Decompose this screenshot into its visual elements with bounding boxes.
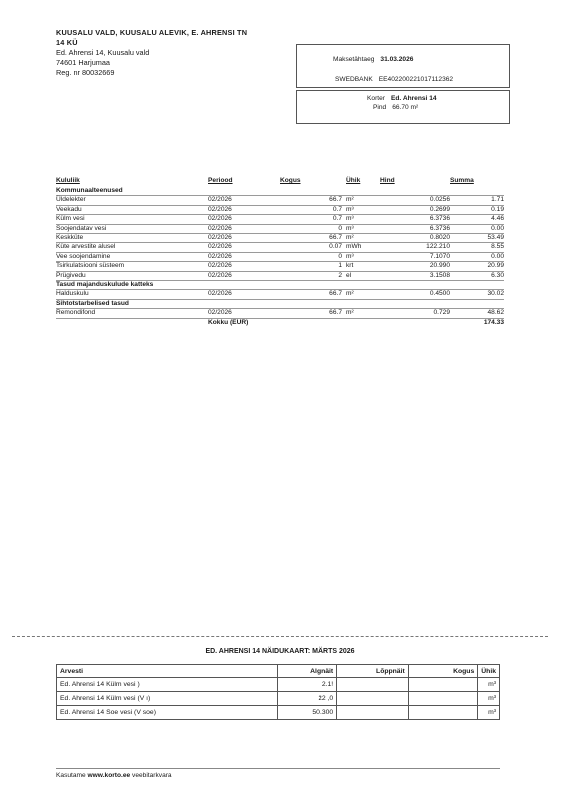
cost-period: 02/2026 (208, 252, 280, 261)
cost-unit: m² (342, 196, 380, 205)
meter-header-end: Lõppnäit (337, 665, 409, 678)
cost-sum: 48.62 (450, 309, 504, 318)
cost-price: 6.3736 (380, 224, 450, 233)
issuer-name-line1: KUUSALU VALD, KUUSALU ALEVIK, E. AHRENSI TN (56, 28, 248, 37)
total-spacer2 (380, 318, 450, 327)
meter-name: Ed. Ahrensi 14 Külm vesi ) (57, 678, 278, 692)
apartment-box (296, 90, 510, 124)
meter-body (57, 665, 500, 720)
header-price: Hind (380, 177, 395, 184)
header-name: Kululiik (56, 177, 80, 184)
due-date-row (333, 56, 413, 63)
meter-unit: m³ (478, 692, 500, 706)
cost-period: 02/2026 (208, 205, 280, 214)
cost-period: 02/2026 (208, 262, 280, 271)
total-value: 174.33 (483, 318, 504, 326)
cost-name: Veekadu (56, 205, 208, 214)
cost-row (56, 234, 504, 243)
footer-rule (56, 768, 500, 769)
cost-qty: 0.7 (280, 215, 342, 224)
cost-price: 7.1070 (380, 252, 450, 261)
cost-name: Tsirkulatsiooni süsteem (56, 262, 208, 271)
meter-start-reading: 2.1! (277, 678, 337, 692)
cost-name: Halduskulu (56, 290, 208, 299)
bank-row (335, 76, 453, 83)
cost-unit: m³ (342, 215, 380, 224)
cost-qty: 0 (280, 252, 342, 261)
cost-qty: 0.07 (280, 243, 342, 252)
cost-name: Vee soojendamine (56, 252, 208, 261)
issuer-address2: 74601 Harjumaa (56, 58, 110, 67)
cost-qty: 1 (280, 262, 342, 271)
footer-prefix: Kasutame (56, 772, 86, 779)
cost-sum: 0.19 (450, 205, 504, 214)
cost-row (56, 290, 504, 299)
cost-price: 20.990 (380, 262, 450, 271)
area-label: Pind (373, 104, 387, 111)
meter-header-row (57, 665, 500, 678)
cost-price: 0.729 (380, 309, 450, 318)
cost-row (56, 271, 504, 280)
cost-unit: m² (342, 290, 380, 299)
area-row (373, 104, 418, 111)
cost-price: 0.8020 (380, 234, 450, 243)
cost-name: Üldelekter (56, 196, 208, 205)
cost-name: Külm vesi (56, 215, 208, 224)
costs-header-row (56, 176, 504, 187)
cost-name: Küte arvestite alusel (56, 243, 208, 252)
cost-unit: el (342, 271, 380, 280)
cost-row (56, 196, 504, 205)
cost-unit: mWh (342, 243, 380, 252)
footer (56, 772, 172, 779)
meter-table (56, 664, 500, 720)
section-row (56, 281, 504, 290)
cost-price: 0.0256 (380, 196, 450, 205)
cost-qty: 66.7 (280, 234, 342, 243)
meter-qty-field[interactable] (408, 706, 477, 720)
meter-qty-field[interactable] (408, 678, 477, 692)
cost-qty: 66.7 (280, 196, 342, 205)
section-row (56, 187, 504, 196)
meter-qty-field[interactable] (408, 692, 477, 706)
meter-start-reading: ž2 ,0 (277, 692, 337, 706)
cost-price: 3.1508 (380, 271, 450, 280)
meter-row (57, 692, 500, 706)
bank-label: SWEDBANK (335, 76, 373, 83)
cost-sum: 8.55 (450, 243, 504, 252)
footer-brand-link[interactable]: www.korto.ee (87, 772, 131, 779)
issuer-reg-number: Reg. nr 80032669 (56, 68, 115, 77)
apartment-value: Ed. Ahrensi 14 (390, 95, 437, 102)
cut-line (12, 636, 548, 637)
meter-unit: m³ (478, 706, 500, 720)
apartment-row (367, 95, 437, 102)
cost-period: 02/2026 (208, 271, 280, 280)
cost-period: 02/2026 (208, 224, 280, 233)
meter-name: Ed. Ahrensi 14 Soe vesi (V soe) (57, 706, 278, 720)
cost-unit: krt (342, 262, 380, 271)
cost-name: Keskküte (56, 234, 208, 243)
header-period: Periood (208, 177, 233, 184)
meter-row (57, 678, 500, 692)
cost-price: 122.210 (380, 243, 450, 252)
cost-row (56, 224, 504, 233)
cost-unit: m³ (342, 205, 380, 214)
cost-sum: 53.49 (450, 234, 504, 243)
cost-qty: 66.7 (280, 290, 342, 299)
cost-sum: 30.02 (450, 290, 504, 299)
cost-price: 6.3736 (380, 215, 450, 224)
cost-unit: m² (342, 309, 380, 318)
cost-row (56, 252, 504, 261)
area-value: 66.70 m² (392, 104, 419, 111)
cost-sum: 1.71 (450, 196, 504, 205)
meter-start-reading: 50.300 (277, 706, 337, 720)
cost-row (56, 215, 504, 224)
meter-header-start: Algnäit (277, 665, 337, 678)
cost-sum: 0.00 (450, 224, 504, 233)
cost-qty: 66.7 (280, 309, 342, 318)
cost-qty: 2 (280, 271, 342, 280)
issuer-name-line2: 14 KÜ (56, 38, 78, 47)
cost-sum: 20.99 (450, 262, 504, 271)
cost-sum: 6.30 (450, 271, 504, 280)
cost-period: 02/2026 (208, 234, 280, 243)
meter-end-reading-field[interactable] (337, 706, 409, 720)
cost-name: Prügivedu (56, 271, 208, 280)
total-spacer (56, 318, 208, 327)
cost-price: 0.2699 (380, 205, 450, 214)
cost-row (56, 243, 504, 252)
issuer-address1: Ed. Ahrensi 14, Kuusalu vald (56, 48, 150, 57)
costs-table (56, 176, 504, 327)
cost-row (56, 205, 504, 214)
due-date-value: 31.03.2026 (380, 56, 414, 63)
meter-header-unit: Ühik (478, 665, 500, 678)
cost-period: 02/2026 (208, 290, 280, 299)
meter-name: Ed. Ahrensi 14 Külm vesi (V ı) (57, 692, 278, 706)
cost-name: Remondifond (56, 309, 208, 318)
meter-header-name: Arvesti (57, 665, 278, 678)
meter-row (57, 706, 500, 720)
cost-row (56, 262, 504, 271)
section-title: Tasud majanduskulude katteks (56, 281, 504, 290)
header-unit: Ühik (346, 177, 361, 184)
cost-period: 02/2026 (208, 243, 280, 252)
cost-price: 0.4500 (380, 290, 450, 299)
meter-header-qty: Kogus (408, 665, 477, 678)
section-title: Sihtotstarbelised tasud (56, 299, 504, 308)
cost-unit: m³ (342, 224, 380, 233)
meter-end-reading-field[interactable] (337, 692, 409, 706)
due-date-label: Maksetähtaeg (333, 56, 375, 63)
payment-box (296, 44, 510, 88)
section-row (56, 299, 504, 308)
section-title: Kommunaalteenused (56, 187, 504, 196)
costs-body (56, 187, 504, 327)
cost-period: 02/2026 (208, 309, 280, 318)
meter-unit: m³ (478, 678, 500, 692)
cost-period: 02/2026 (208, 215, 280, 224)
iban-value: EE402200221017112362 (378, 76, 454, 83)
footer-suffix: veebitarkvara (132, 772, 172, 779)
cost-qty: 0.7 (280, 205, 342, 214)
cost-sum: 4.46 (450, 215, 504, 224)
header-sum: Summa (450, 177, 474, 184)
meter-card-title: ED. AHRENSI 14 NÄIDUKAART: MÄRTS 2026 (205, 648, 355, 655)
issuer-block (56, 28, 306, 78)
cost-row (56, 309, 504, 318)
cost-name: Soojendatav vesi (56, 224, 208, 233)
meter-end-reading-field[interactable] (337, 678, 409, 692)
cost-unit: m³ (342, 252, 380, 261)
total-label: Kokku (EUR) (208, 318, 249, 326)
apartment-label: Korter (367, 95, 385, 102)
cost-qty: 0 (280, 224, 342, 233)
cost-unit: m² (342, 234, 380, 243)
cost-sum: 0.00 (450, 252, 504, 261)
header-qty: Kogus (280, 177, 301, 184)
total-row (56, 318, 504, 327)
cost-period: 02/2026 (208, 196, 280, 205)
